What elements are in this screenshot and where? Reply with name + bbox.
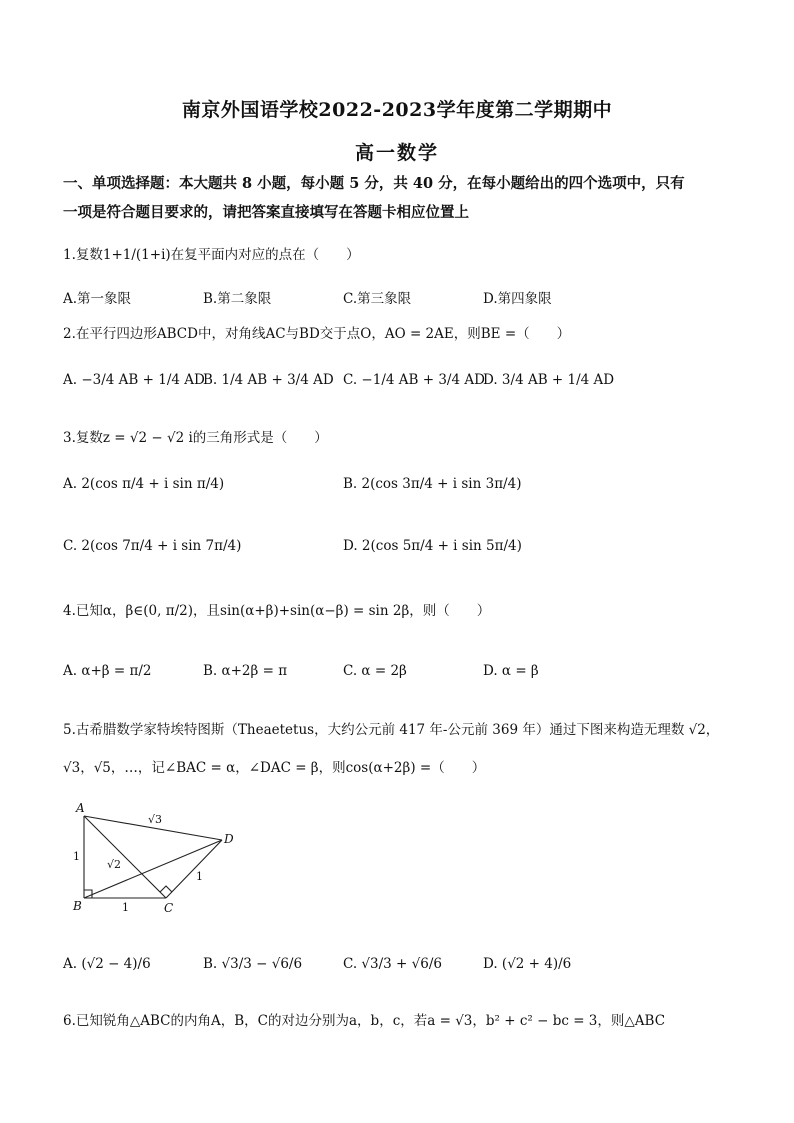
vertex-a-label: A: [76, 801, 85, 815]
question-3-stem: 3.复数z = √2 − √2 i的三角形式是（ ）: [63, 430, 328, 446]
question-3-option-b: B. 2(cos 3π/4 + i sin 3π/4): [343, 476, 522, 492]
question-3-option-a: A. 2(cos π/4 + i sin π/4): [63, 476, 225, 492]
label-ac: √2: [107, 858, 122, 871]
question-4-option-b: B. α+2β = π: [203, 663, 288, 679]
question-2-option-c: C. −1/4 AB + 3/4 AD: [343, 372, 485, 388]
question-1-option-c: C.第三象限: [343, 291, 412, 307]
question-2-option-b: B. 1/4 AB + 3/4 AD: [203, 372, 334, 388]
section-instruction-line-1: 一、单项选择题：本大题共 8 小题，每小题 5 分，共 40 分，在每小题给出的四个选项中，只有: [63, 175, 685, 192]
segment-bd: [84, 840, 222, 898]
question-2-option-a: A. −3/4 AB + 1/4 AD: [63, 372, 205, 388]
question-5-option-d: D. (√2 + 4)/6: [483, 956, 572, 972]
question-3-option-c: C. 2(cos 7π/4 + i sin 7π/4): [63, 538, 242, 554]
vertex-b-label: B: [73, 899, 82, 913]
label-ad: √3: [148, 813, 163, 826]
question-1-stem: 1.复数1+1/(1+i)在复平面内对应的点在（ ）: [63, 247, 360, 263]
question-5-stem-line-2: √3，√5，…，记∠BAC = α，∠DAC = β，则cos(α+2β) =（ ）: [63, 760, 486, 776]
label-cd: 1: [196, 870, 203, 883]
question-4-option-d: D. α = β: [483, 663, 539, 679]
question-1-option-a: A.第一象限: [63, 291, 132, 307]
question-5-option-b: B. √3/3 − √6/6: [203, 956, 303, 972]
label-bc: 1: [122, 901, 129, 914]
page-title: 南京外国语学校2022-2023学年度第二学期期中: [181, 99, 613, 121]
vertex-d-label: D: [224, 832, 234, 846]
right-angle-mark-c: [160, 886, 172, 892]
question-4-option-a: A. α+β = π/2: [63, 663, 152, 679]
question-6-stem: 6.已知锐角△ABC的内角A，B，C的对边分别为a，b，c，若a = √3，b² + c² − bc = 3，则△ABC: [63, 1013, 666, 1029]
question-4-option-c: C. α = 2β: [343, 663, 407, 679]
section-instruction-line-2: 一项是符合题目要求的，请把答案直接填写在答题卡相应位置上: [63, 204, 469, 221]
page-subtitle: 高一数学: [354, 142, 439, 164]
question-5-option-a: A. (√2 − 4)/6: [63, 956, 151, 972]
question-5-stem-line-1: 5.古希腊数学家特埃特图斯（Theaetetus，大约公元前 417 年-公元前 369 年）通过下图来构造无理数 √2，: [63, 722, 720, 738]
question-5-option-c: C. √3/3 + √6/6: [343, 956, 442, 972]
label-ab: 1: [73, 850, 80, 863]
question-2-stem: 2.在平行四边形ABCD中，对角线AC与BD交于点O，AO = 2AE，则BE =（ ）: [63, 326, 571, 342]
vertex-c-label: C: [164, 901, 174, 915]
question-1-option-b: B.第二象限: [203, 291, 272, 307]
theaetetus-diagram: [66, 798, 246, 918]
question-1-option-d: D.第四象限: [483, 291, 552, 307]
question-2-option-d: D. 3/4 AB + 1/4 AD: [483, 372, 615, 388]
question-4-stem: 4.已知α，β∈(0, π/2)，且sin(α+β)+sin(α−β) = sin 2β，则（ ）: [63, 603, 491, 619]
question-3-option-d: D. 2(cos 5π/4 + i sin 5π/4): [343, 538, 522, 554]
segment-cd: [166, 840, 222, 898]
